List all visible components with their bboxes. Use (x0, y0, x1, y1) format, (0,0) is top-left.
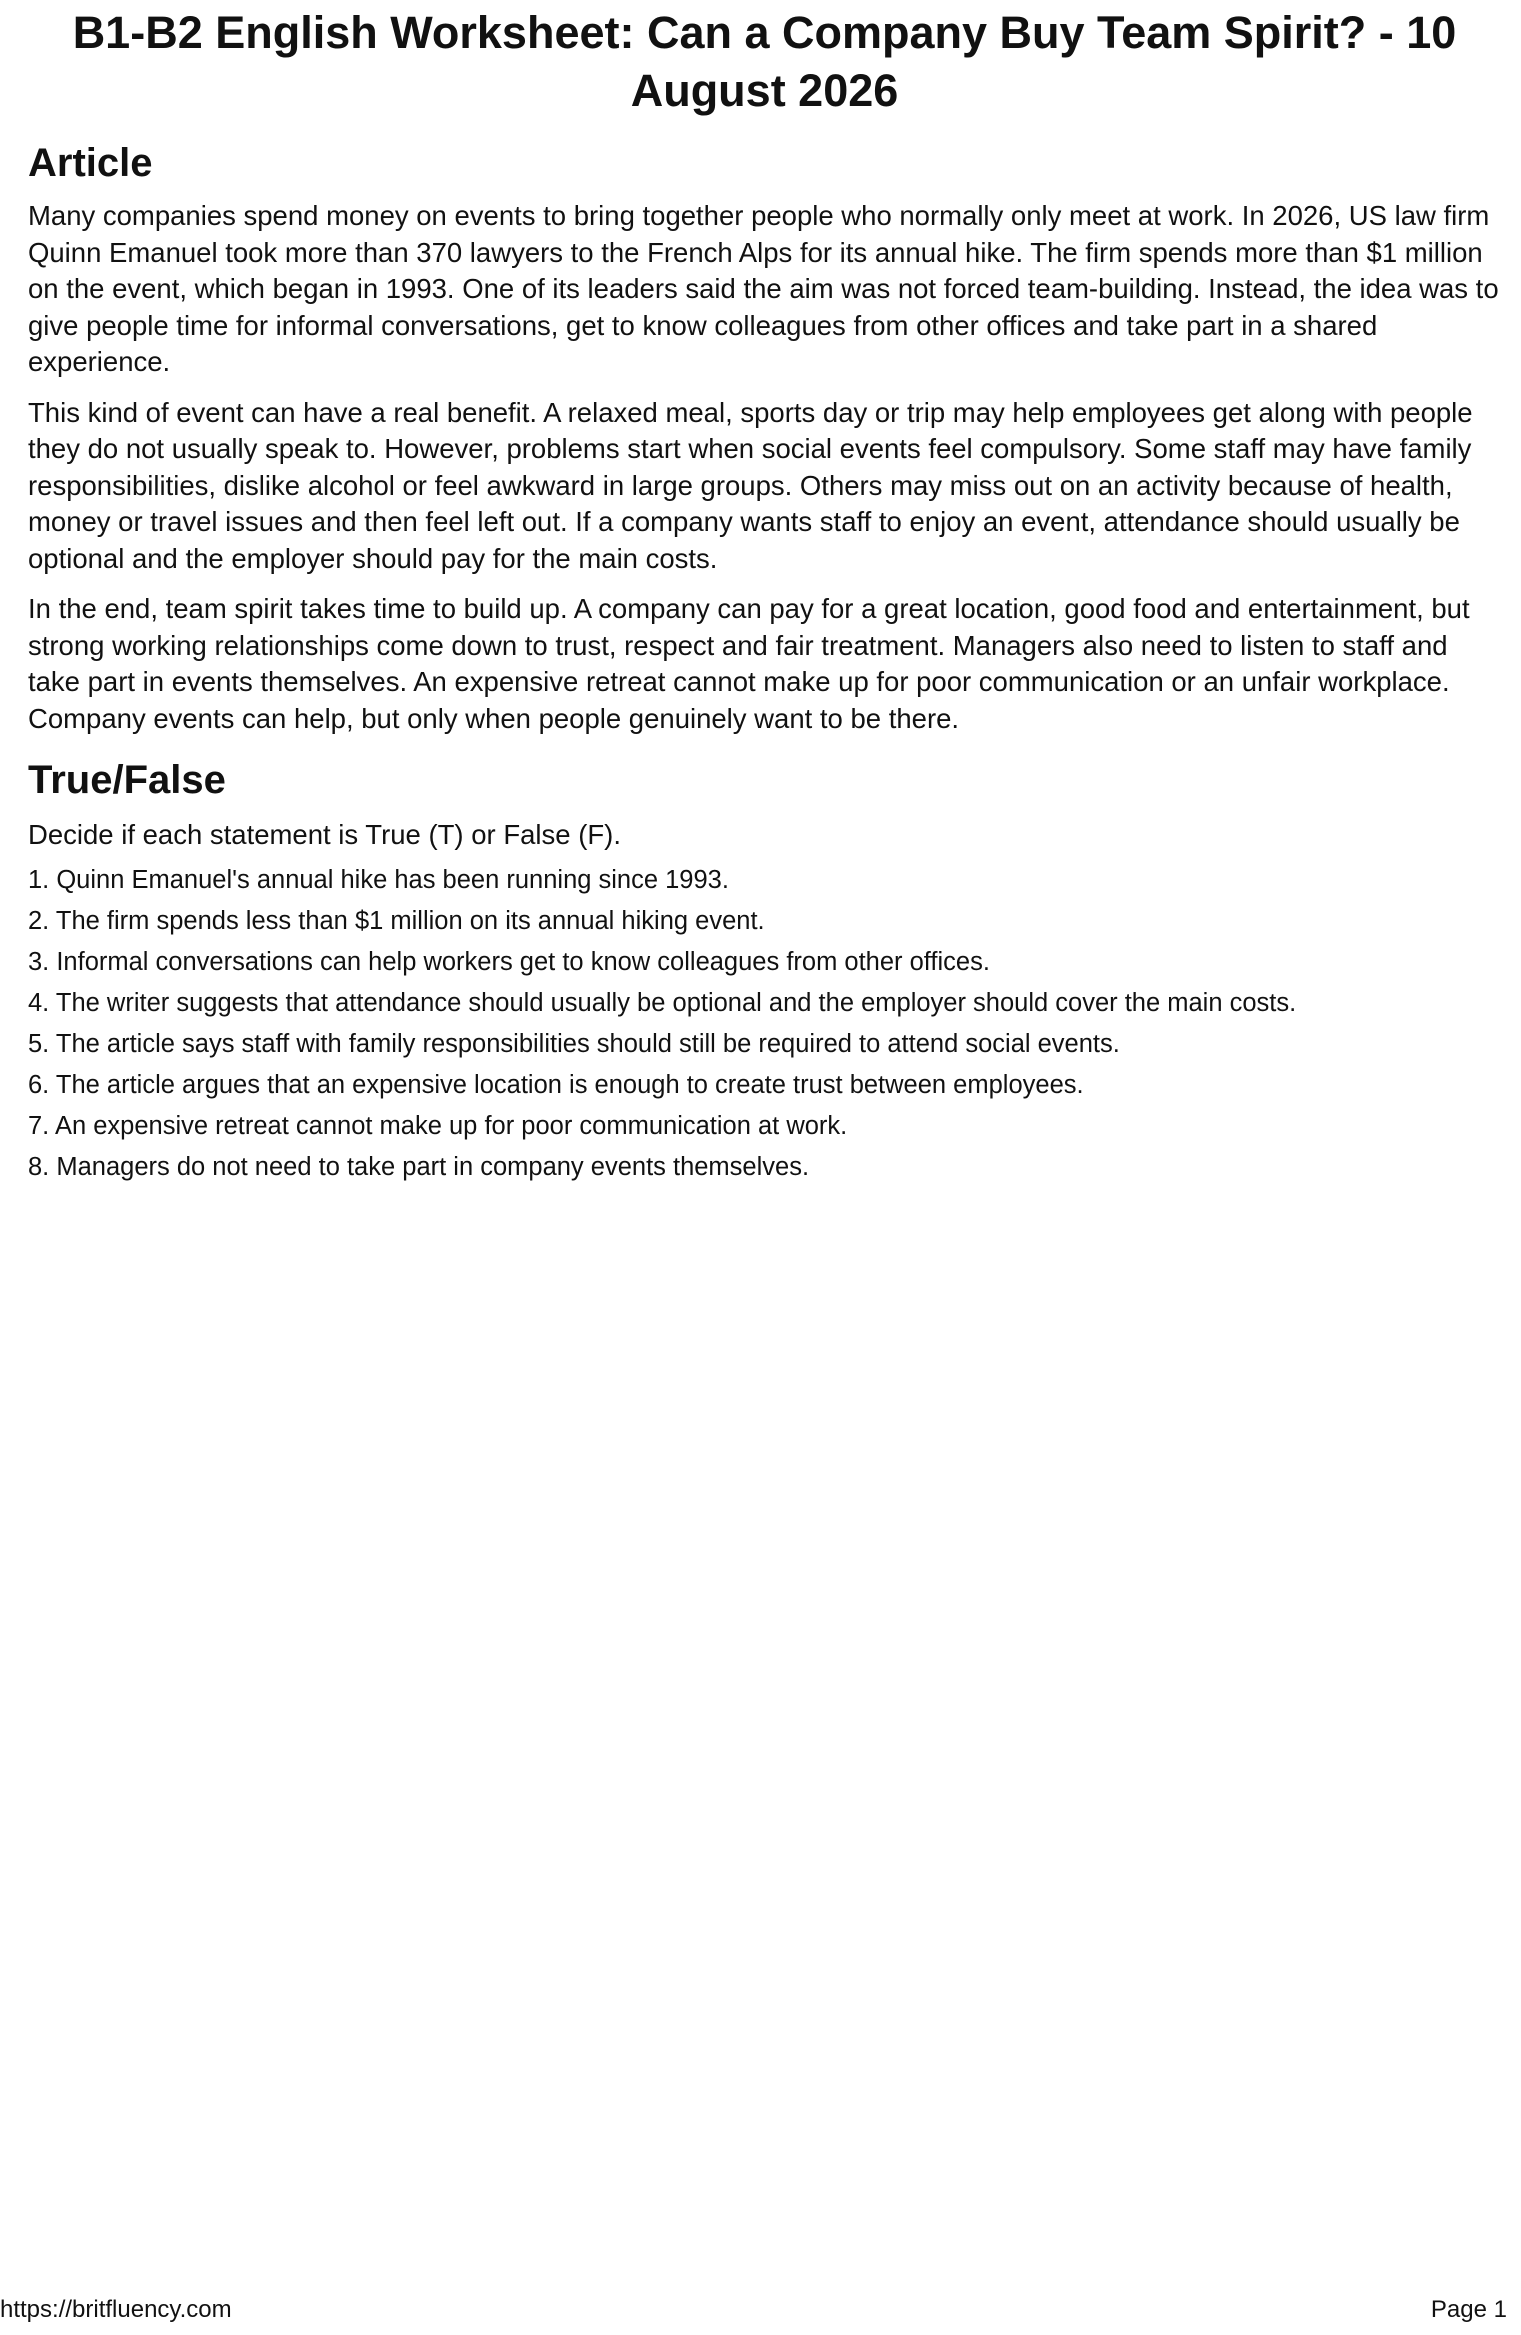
statement-list (28, 860, 1501, 1188)
statement-7: 7. An expensive retreat cannot make up for poor communication at work. (28, 1111, 848, 1140)
statement-6: 6. The article argues that an expensive location is enough to create trust between employees. (28, 1070, 1084, 1099)
footer-url: https://britfluency.com (0, 2296, 232, 2323)
article-heading: Article (28, 141, 153, 185)
statement-2: 2. The firm spends less than $1 million on its annual hiking event. (28, 906, 765, 935)
worksheet-page (28, 0, 1501, 1188)
article-paragraph-2: This kind of event can have a real benefit. A relaxed meal, sports day or trip may help employees get along with people they do not usually speak to. However, problems start when social events feel compulsory. Some staff may have family responsibilities, dislike alcohol or feel awkward in large groups. Others may miss out on an activity because of health, money or travel issues and then feel left out. If a company wants staff to enjoy an event, attendance should usually be optional and the employer should pay for the main costs. (28, 396, 1473, 574)
worksheet-title: B1-B2 English Worksheet: Can a Company Buy Team Spirit? - 10 August 2026 (72, 7, 1457, 116)
statement-5: 5. The article says staff with family responsibilities should still be required to attend social events. (28, 1029, 1120, 1058)
article-paragraph-3: In the end, team spirit takes time to build up. A company can pay for a great location, good food and entertainment, but strong working relationships come down to trust, respect and fair treatment. Managers also need to listen to staff and take part in events themselves. An expensive retreat cannot make up for poor communication or an unfair workplace. Company events can help, but only when people genuinely want to be there. (28, 593, 1470, 734)
true-false-heading: True/False (28, 758, 226, 802)
footer-page-number: Page 1 (1430, 2296, 1507, 2323)
true-false-instructions: Decide if each statement is True (T) or False (F). (28, 819, 621, 850)
statement-8: 8. Managers do not need to take part in company events themselves. (28, 1152, 810, 1181)
statement-1: 1. Quinn Emanuel's annual hike has been running since 1993. (28, 865, 729, 894)
statement-3: 3. Informal conversations can help workers get to know colleagues from other offices. (28, 947, 990, 976)
article-paragraph-1: Many companies spend money on events to bring together people who normally only meet at work. In 2026, US law firm Quinn Emanuel took more than 370 lawyers to the French Alps for its annual hike. The firm spends more than $1 million on the event, which began in 1993. One of its leaders said the aim was not forced team-building. Instead, the idea was to give people time for informal conversations, get to know colleagues from other offices and take part in a shared experience. (28, 200, 1499, 377)
statement-4: 4. The writer suggests that attendance should usually be optional and the employer should cover the main costs. (28, 988, 1297, 1017)
